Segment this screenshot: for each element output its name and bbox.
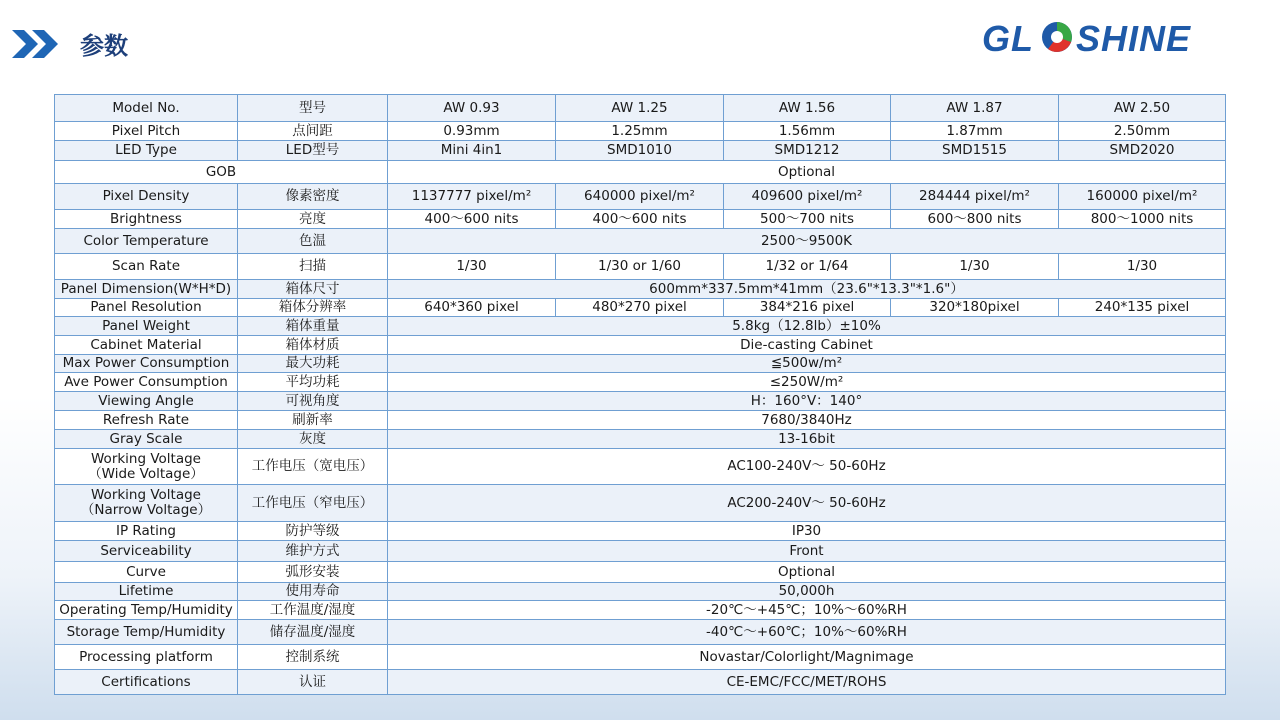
table-cell: 320*180pixel (891, 299, 1059, 317)
table-cell: 2.50mm (1059, 122, 1226, 141)
table-row (55, 430, 1226, 449)
row-label-en: Panel Weight (55, 317, 238, 336)
table-row (55, 411, 1226, 430)
row-label-zh: 扫描 (238, 254, 388, 280)
table-cell: 400～600 nits (556, 210, 724, 229)
table-cell: 480*270 pixel (556, 299, 724, 317)
table-cell: 1/30 (1059, 254, 1226, 280)
table-row (55, 449, 1226, 485)
row-label-zh: 工作电压（窄电压） (238, 485, 388, 522)
table-cell: CE-EMC/FCC/MET/ROHS (388, 670, 1226, 695)
table-row (55, 583, 1226, 601)
table-cell: 1/30 (388, 254, 556, 280)
row-label-zh: 色温 (238, 229, 388, 254)
row-label-en: Serviceability (55, 541, 238, 562)
table-cell: 1/32 or 1/64 (724, 254, 891, 280)
table-row (55, 299, 1226, 317)
row-label-en: Working Voltage （Wide Voltage） (55, 449, 238, 485)
table-cell: 1137777 pixel/m² (388, 184, 556, 210)
table-cell: 284444 pixel/m² (891, 184, 1059, 210)
table-cell: 0.93mm (388, 122, 556, 141)
row-label-zh: 灰度 (238, 430, 388, 449)
spec-table-container (54, 94, 1225, 695)
row-label-zh: 像素密度 (238, 184, 388, 210)
row-label-zh: 最大功耗 (238, 355, 388, 373)
table-cell: AC200-240V～ 50-60Hz (388, 485, 1226, 522)
table-row (55, 141, 1226, 161)
table-cell: Mini 4in1 (388, 141, 556, 161)
row-label-zh: LED型号 (238, 141, 388, 161)
row-label-zh: 型号 (238, 95, 388, 122)
table-row (55, 522, 1226, 541)
table-cell: H：160°V：140° (388, 392, 1226, 411)
row-label-en: Curve (55, 562, 238, 583)
table-cell: 13-16bit (388, 430, 1226, 449)
table-cell: 800～1000 nits (1059, 210, 1226, 229)
row-label-en: Model No. (55, 95, 238, 122)
row-label-zh: 平均功耗 (238, 373, 388, 392)
row-label-en: Cabinet Material (55, 336, 238, 355)
spec-table (54, 94, 1226, 695)
row-label-zh: 点间距 (238, 122, 388, 141)
table-row (55, 280, 1226, 299)
row-label-zh: 维护方式 (238, 541, 388, 562)
table-row (55, 95, 1226, 122)
header (0, 0, 1280, 80)
table-cell: IP30 (388, 522, 1226, 541)
row-label-en: Refresh Rate (55, 411, 238, 430)
table-cell: 500～700 nits (724, 210, 891, 229)
row-label-en: LED Type (55, 141, 238, 161)
row-label-en: Pixel Density (55, 184, 238, 210)
table-cell: SMD2020 (1059, 141, 1226, 161)
table-cell: AW 2.50 (1059, 95, 1226, 122)
row-label-zh: 弧形安装 (238, 562, 388, 583)
table-cell: AW 1.87 (891, 95, 1059, 122)
row-label-zh: 控制系统 (238, 645, 388, 670)
row-label-en: Brightness (55, 210, 238, 229)
table-cell: AC100-240V～ 50-60Hz (388, 449, 1226, 485)
row-label-zh: 箱体分辨率 (238, 299, 388, 317)
table-cell: 2500～9500K (388, 229, 1226, 254)
row-label-zh: 箱体重量 (238, 317, 388, 336)
table-cell: Optional (388, 562, 1226, 583)
table-cell: Front (388, 541, 1226, 562)
table-cell: 409600 pixel/m² (724, 184, 891, 210)
page-title: 参数 (80, 32, 128, 60)
table-cell: 1.25mm (556, 122, 724, 141)
table-row (55, 485, 1226, 522)
table-row (55, 562, 1226, 583)
row-label-en: Certifications (55, 670, 238, 695)
table-cell: Novastar/Colorlight/Magnimage (388, 645, 1226, 670)
table-cell: 50,000h (388, 583, 1226, 601)
table-cell: 384*216 pixel (724, 299, 891, 317)
row-label-en: Color Temperature (55, 229, 238, 254)
table-cell: AW 1.56 (724, 95, 891, 122)
table-row (55, 355, 1226, 373)
row-label-en: Processing platform (55, 645, 238, 670)
row-label-en: Panel Resolution (55, 299, 238, 317)
table-cell: 5.8kg（12.8lb）±10% (388, 317, 1226, 336)
row-label-zh: 亮度 (238, 210, 388, 229)
row-label-zh: 认证 (238, 670, 388, 695)
table-cell: Optional (388, 161, 1226, 184)
table-row (55, 229, 1226, 254)
row-label-en: Operating Temp/Humidity (55, 601, 238, 620)
row-label-en: Max Power Consumption (55, 355, 238, 373)
table-cell: ≦500w/m² (388, 355, 1226, 373)
table-cell: 400～600 nits (388, 210, 556, 229)
row-label-en: Gray Scale (55, 430, 238, 449)
table-row (55, 161, 1226, 184)
row-label-zh: 工作温度/湿度 (238, 601, 388, 620)
row-label-en: GOB (55, 161, 388, 184)
gloshine-logo (982, 18, 1244, 58)
table-row (55, 645, 1226, 670)
table-row (55, 541, 1226, 562)
row-label-en: Scan Rate (55, 254, 238, 280)
table-cell: 600mm*337.5mm*41mm（23.6"*13.3"*1.6"） (388, 280, 1226, 299)
row-label-zh: 箱体材质 (238, 336, 388, 355)
row-label-zh: 工作电压（宽电压） (238, 449, 388, 485)
row-label-en: Working Voltage （Narrow Voltage） (55, 485, 238, 522)
row-label-zh: 箱体尺寸 (238, 280, 388, 299)
row-label-en: Lifetime (55, 583, 238, 601)
table-cell: 1.87mm (891, 122, 1059, 141)
table-row (55, 254, 1226, 280)
table-cell: AW 0.93 (388, 95, 556, 122)
row-label-en: Viewing Angle (55, 392, 238, 411)
svg-text:GL: GL (982, 18, 1034, 58)
table-row (55, 670, 1226, 695)
row-label-zh: 使用寿命 (238, 583, 388, 601)
table-cell: Die-casting Cabinet (388, 336, 1226, 355)
table-cell: 1/30 (891, 254, 1059, 280)
table-row (55, 122, 1226, 141)
row-label-zh: 防护等级 (238, 522, 388, 541)
table-cell: AW 1.25 (556, 95, 724, 122)
table-cell: SMD1010 (556, 141, 724, 161)
table-cell: 600～800 nits (891, 210, 1059, 229)
row-label-en: Storage Temp/Humidity (55, 620, 238, 645)
table-cell: 7680/3840Hz (388, 411, 1226, 430)
table-row (55, 620, 1226, 645)
table-row (55, 184, 1226, 210)
table-cell: ≤250W/m² (388, 373, 1226, 392)
row-label-zh: 可视角度 (238, 392, 388, 411)
table-cell: 240*135 pixel (1059, 299, 1226, 317)
table-cell: 640*360 pixel (388, 299, 556, 317)
row-label-en: Ave Power Consumption (55, 373, 238, 392)
table-cell: 1/30 or 1/60 (556, 254, 724, 280)
table-row (55, 336, 1226, 355)
row-label-zh: 储存温度/湿度 (238, 620, 388, 645)
table-cell: 640000 pixel/m² (556, 184, 724, 210)
table-cell: SMD1515 (891, 141, 1059, 161)
double-chevron-icon (12, 28, 64, 60)
table-cell: -20℃～+45℃；10%～60%RH (388, 601, 1226, 620)
row-label-zh: 刷新率 (238, 411, 388, 430)
table-cell: -40℃～+60℃；10%～60%RH (388, 620, 1226, 645)
row-label-en: Pixel Pitch (55, 122, 238, 141)
row-label-en: Panel Dimension(W*H*D) (55, 280, 238, 299)
table-row (55, 392, 1226, 411)
table-cell: 160000 pixel/m² (1059, 184, 1226, 210)
table-row (55, 317, 1226, 336)
svg-text:SHINE: SHINE (1076, 18, 1192, 58)
table-row (55, 373, 1226, 392)
table-row (55, 210, 1226, 229)
table-row (55, 601, 1226, 620)
table-cell: 1.56mm (724, 122, 891, 141)
table-cell: SMD1212 (724, 141, 891, 161)
row-label-en: IP Rating (55, 522, 238, 541)
